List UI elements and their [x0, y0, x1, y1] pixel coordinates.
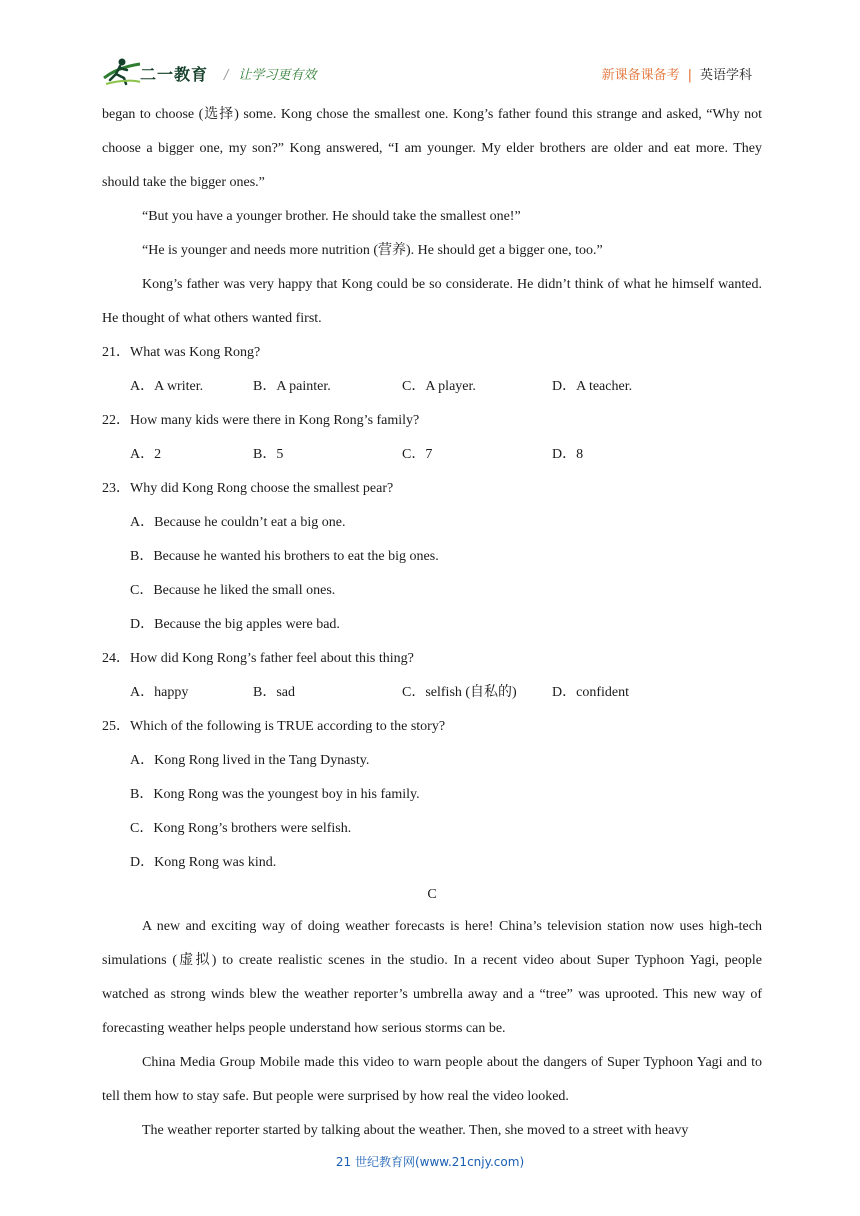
option: A．2	[130, 447, 162, 462]
logo-text: 二一教育	[140, 65, 209, 84]
slogan: / 让学习更有效	[224, 68, 317, 83]
option: B．Because he wanted his brothers to eat the big ones.	[130, 549, 439, 564]
option: D．A teacher.	[552, 379, 633, 394]
option-row	[102, 438, 762, 472]
option: A．happy	[130, 685, 189, 700]
option: C．selfish (自私的)	[402, 685, 517, 700]
option: D．Because the big apples were bad.	[130, 617, 340, 632]
passage-paragraph: “He is younger and needs more nutrition (营养). He should get a bigger one, too.”	[142, 243, 603, 258]
option: D．Kong Rong was kind.	[130, 855, 277, 870]
program-label: 新课备课备考	[601, 68, 680, 83]
option: C．Kong Rong’s brothers were selfish.	[130, 821, 352, 836]
option-row	[102, 370, 762, 404]
passage-paragraph: Kong’s father was very happy that Kong could be so considerate. He didn’t think of what he himself wanted. He thought of what others wanted first.	[102, 277, 762, 326]
subject-label: 英语学科	[699, 68, 752, 83]
option: D．confident	[552, 685, 629, 700]
option: D．8	[552, 447, 584, 462]
option: B．Kong Rong was the youngest boy in his family.	[130, 787, 420, 802]
header-separator: |	[687, 68, 692, 83]
option-row	[102, 676, 762, 710]
option: A．A writer.	[130, 379, 204, 394]
header-right	[602, 64, 752, 83]
page-footer: 21 世纪教育网(www.21cnjy.com)	[335, 1155, 525, 1169]
option: C．7	[402, 447, 433, 462]
option: B．A painter.	[253, 379, 331, 394]
question-stem: 23．Why did Kong Rong choose the smallest pear?	[102, 481, 394, 496]
question-stem: 21．What was Kong Rong?	[102, 345, 261, 360]
passage-paragraph: China Media Group Mobile made this video to warn people about the dangers of Super Typhoon Yagi and to tell them how to stay safe. But people were surprised by how real the video looked.	[102, 1055, 762, 1104]
option: A．Because he couldn’t eat a big one.	[130, 515, 346, 530]
section-heading: C	[427, 887, 437, 902]
question-stem: 25．Which of the following is TRUE according to the story?	[102, 719, 446, 734]
page-header	[100, 52, 760, 92]
passage-paragraph: A new and exciting way of doing weather forecasts is here! China’s television station now uses high-tech simulations (虚拟) to create realistic scenes in the studio. In a recent video about Super Typhoon Yagi, people watched as strong winds blew the weather reporter’s umbrella away and a “tree” was uprooted. This new way of forecasting weather helps people understand how serious storms can be.	[102, 919, 762, 1036]
option: C．Because he liked the small ones.	[130, 583, 336, 598]
option: A．Kong Rong lived in the Tang Dynasty.	[130, 753, 370, 768]
option: B．sad	[253, 685, 295, 700]
passage-paragraph: began to choose (选择) some. Kong chose the smallest one. Kong’s father found this strange and asked, “Why not choose a bigger one, my son?” Kong answered, “I am younger. My elder brothers are older and eat more. They should take the bigger ones.”	[102, 107, 762, 190]
question-stem: 22．How many kids were there in Kong Rong’s family?	[102, 413, 420, 428]
passage-paragraph: The weather reporter started by talking about the weather. Then, she moved to a street with heavy	[142, 1123, 689, 1138]
passage-paragraph: “But you have a younger brother. He should take the smallest one!”	[142, 209, 521, 224]
option: C．A player.	[402, 379, 476, 394]
question-stem: 24．How did Kong Rong’s father feel about this thing?	[102, 651, 414, 666]
slogan-text: 让学习更有效	[238, 68, 317, 83]
document-body	[102, 98, 762, 1148]
option: B．5	[253, 447, 284, 462]
